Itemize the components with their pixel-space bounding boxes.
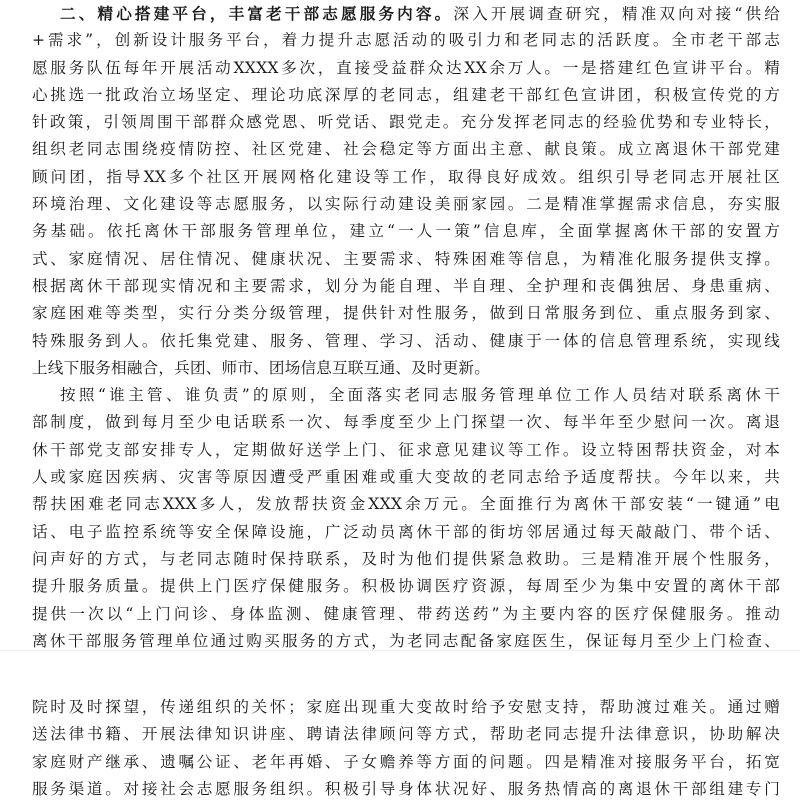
document-page-lower [0, 650, 800, 801]
text-line: 话、电子监控系统等安全保障设施，广泛动员离休干部的街坊邻居通过每天敲敲门、带个话、 [32, 522, 780, 541]
text-line: 休干部党支部安排专人，定期做好送学上门、征求意见建议等工作。设立特困帮扶资金，对本 [32, 440, 780, 459]
text-line: 送法律书籍、开展法律知识讲座、聘请法律顾问等方式，帮助老同志提升法律意识，协助解决 [32, 725, 780, 744]
text-line: 二、精心搭建平台，丰富老干部志愿服务内容。深入开展调查研究，精准双向对接“供给 [60, 4, 780, 23]
text-line: 按照“谁主管、谁负责”的原则，全面落实老同志服务管理单位工作人员结对联系离休干 [60, 386, 780, 405]
text-line: 针政策，引领周围干部群众感党恩、听党话、跟党走。充分发挥老同志的经验优势和专业特长， [32, 113, 780, 132]
text-line: 家庭财产继承、遗嘱公证、老年再婚、子女赡养等方面的问题。四是精准对接服务平台，拓宽 [32, 752, 780, 771]
text-line: +需求”，创新设计服务平台，着力提升志愿活动的吸引力和老同志的活跃度。全市老干部志 [32, 31, 780, 50]
document-body-lower [0, 651, 800, 801]
text-line: 部制度，做到每月至少电话联系一次、每季度至少上门探望一次、每半年至少慰问一次。离退 [32, 413, 780, 432]
text-line: 上线下服务相融合，兵团、师市、团场信息互联互通、及时更新。 [32, 358, 491, 377]
text-line: 顾问团，指导XX多个社区开展网格化建设等工作，取得良好成效。组织引导老同志开展社区 [32, 167, 780, 186]
text-line: 帮扶困难老同志XXX多人，发放帮扶资金XXX余万元。全面推行为离休干部安装“一键通”电 [32, 495, 780, 514]
section-heading: 二、精心搭建平台，丰富老干部志愿服务内容。 [60, 4, 454, 23]
text-line: 式、家庭情况、居住情况、健康状况、主要需求、特殊困难等信息，为精准化服务提供支撑。 [32, 249, 780, 268]
text-line: 务基础。依托离休干部服务管理单位，建立“一人一策”信息库，全面掌握离休干部的安置方 [32, 222, 780, 241]
text-line: 愿服务队伍每年开展活动XXXX多次，直接受益群众达XX余万人。一是搭建红色宣讲平台。精 [32, 58, 780, 77]
text-line: 提供一次以“上门问诊、身体监测、健康管理、带药送药”为主要内容的医疗保健服务。推动 [32, 604, 780, 623]
text-line: 服务渠道。对接社会志愿服务组织。积极引导身体状况好、服务热情高的离退休干部组建专门 [32, 779, 780, 798]
text-line: 心挑选一批政治立场坚定、理论功底深厚的老同志，组建老干部红色宣讲团，积极宣传党的方 [32, 85, 780, 104]
text-line: 特殊服务到人。依托集党建、服务、管理、学习、活动、健康于一体的信息管理系统，实现线 [32, 331, 780, 350]
text-line: 离休干部服务管理单位通过购买服务的方式，为老同志配备家庭医生，保证每月至少上门检查、 [32, 631, 780, 650]
text-line: 根据离休干部现实情况和主要需求，划分为能自理、半自理、全护理和丧偶独居、身患重病、 [32, 276, 780, 295]
text-line: 组织老同志围绕疫情防控、社区党建、社会稳定等方面出主意、献良策。成立离退休干部党建 [32, 140, 780, 159]
text-line: 人或家庭因疾病、灾害等原因遭受严重困难或重大变故的老同志给予适度帮扶。今年以来，共 [32, 468, 780, 487]
text-line: 问声好的方式，与老同志随时保持联系，及时为他们提供紧急救助。三是精准开展个性服务， [32, 549, 780, 568]
text-line: 提升服务质量。提供上门医疗保健服务。积极协调医疗资源，每周至少为集中安置的离休干部 [32, 577, 780, 596]
text-line: 家庭困难等类型，实行分类分级管理，提供针对性服务，做到日常服务到位、重点服务到家、 [32, 304, 780, 323]
text-line: 环境治理、文化建设等志愿服务，以实际行动建设美丽家园。二是精准掌握需求信息，夯实服 [32, 195, 780, 214]
text-line: 院时及时探望，传递组织的关怀；家庭出现重大变故时给予安慰支持，帮助渡过难关。通过赠 [32, 698, 780, 716]
